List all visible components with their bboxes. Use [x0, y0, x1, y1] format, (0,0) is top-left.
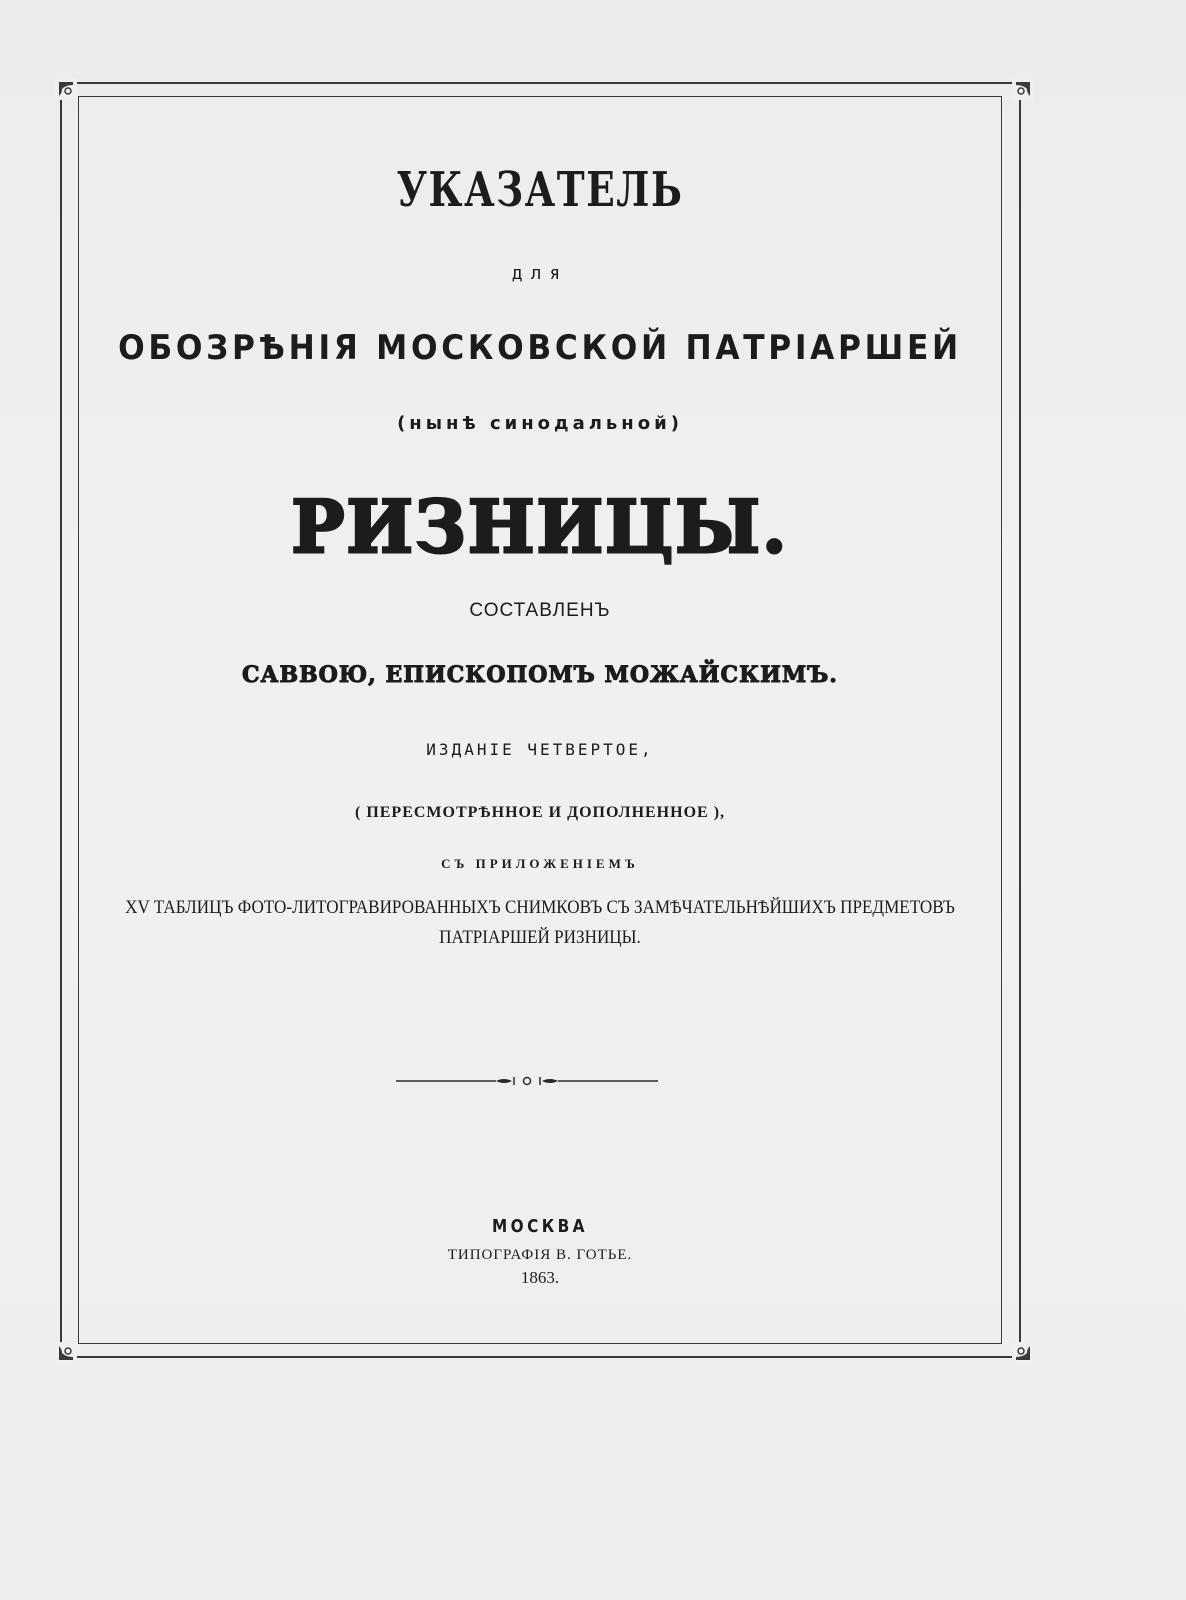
imprint-city: МОСКВА	[492, 1216, 588, 1237]
title-dlya: для	[511, 263, 569, 284]
title-obozrenie: ОБОЗРѢНІЯ МОСКОВСКОЙ ПАТРІАРШЕЙ	[118, 328, 962, 368]
corner-ornament-icon	[55, 1342, 77, 1364]
title-nyne-sinodalnoy: (нынѣ синодальной)	[397, 413, 683, 434]
title-riznitsy: РИЗНИЦЫ.	[291, 484, 789, 569]
main-title: УКАЗАТЕЛЬ	[396, 162, 684, 218]
with-appendix-line: СЪ ПРИЛОЖЕНІЕМЪ	[441, 856, 639, 871]
corner-ornament-icon	[1012, 1342, 1034, 1364]
divider-ornament-icon	[396, 1072, 658, 1090]
corner-ornament-icon	[55, 78, 77, 100]
author-name: САВВОЮ, ЕПИСКОПОМЪ МОЖАЙСКИМЪ.	[242, 662, 838, 688]
revised-line: ( ПЕРЕСМОТРѢННОЕ И ДОПОЛНЕННОЕ ),	[354, 804, 726, 821]
edition-line: ИЗДАНІЕ ЧЕТВЕРТОЕ,	[426, 740, 654, 759]
compiled-by-label: СОСТАВЛЕНЪ	[469, 600, 611, 621]
tables-line-2: ПАТРІАРШЕЙ РИЗНИЦЫ.	[439, 927, 641, 948]
tables-line-1: XV ТАБЛИЦЪ ФОТО-ЛИТОГРАВИРОВАННЫХЪ СНИМКОВЪ СЪ ЗАМѢЧАТЕЛЬНѢЙШИХЪ ПРЕДМЕТОВЪ	[125, 897, 955, 918]
imprint-press: ТИПОГРАФІЯ В. ГОТЬЕ.	[447, 1247, 633, 1263]
corner-ornament-icon	[1012, 78, 1034, 100]
imprint-year: 1863.	[520, 1268, 560, 1287]
